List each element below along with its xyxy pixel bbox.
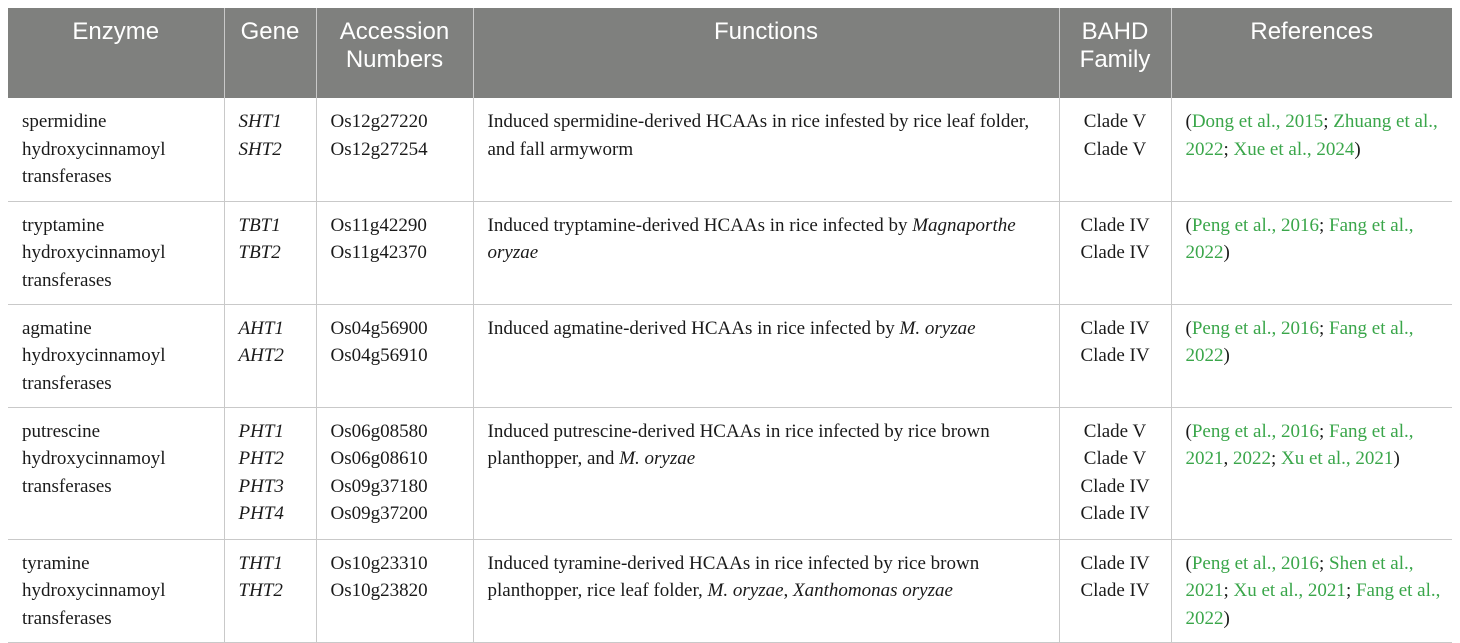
reference-link[interactable]: Shen et al., 2021 (1185, 552, 1414, 601)
accession-number: Os09g37180 (330, 475, 428, 497)
reference-link[interactable]: Peng et al., 2016 (1191, 317, 1320, 339)
header-text: Numbers (345, 46, 444, 73)
reference-punctuation: ( (1185, 214, 1192, 236)
enzyme-name-line: transferases (22, 166, 112, 187)
function-text: Induced tryptamine-derived HCAAs in rice infected by (487, 214, 913, 236)
gene-name: AHT1 (238, 317, 284, 339)
reference-punctuation: ) (1393, 448, 1400, 469)
references-cell (1171, 98, 1452, 201)
gene-name: PHT1 (238, 420, 284, 442)
table-row (8, 201, 1452, 304)
bahd-family-cell (1059, 407, 1171, 539)
accession-cell (316, 304, 473, 407)
header-enzyme (8, 8, 224, 98)
accession-cell (316, 539, 473, 642)
gene-name: TBT1 (238, 214, 281, 236)
clade-label: Clade IV (1080, 317, 1150, 339)
clade-label: Clade IV (1080, 475, 1150, 497)
reference-punctuation: ) (1223, 607, 1230, 629)
function-text: , (783, 580, 794, 601)
function-cell (473, 201, 1059, 304)
gene-cell (224, 201, 316, 304)
references-cell (1171, 201, 1452, 304)
reference-link[interactable]: 2022 (1233, 448, 1271, 469)
reference-punctuation: ; (1271, 448, 1282, 469)
gene-name: PHT2 (238, 448, 284, 469)
enzyme-name-line: tyramine (22, 552, 90, 574)
gene-cell (224, 539, 316, 642)
reference-punctuation: ( (1185, 552, 1192, 574)
reference-punctuation: ; (1345, 580, 1356, 601)
function-text: Induced spermidine-derived HCAAs in rice infested by rice leaf folder, and fall armyworm (487, 111, 1030, 160)
accession-number: Os09g37200 (330, 503, 428, 524)
reference-punctuation: ; (1319, 317, 1330, 339)
reference-punctuation: ( (1185, 111, 1192, 132)
header-text: BAHD (1081, 18, 1149, 45)
gene-name: THT2 (238, 580, 283, 601)
species-name: M. oryzae (619, 448, 696, 469)
accession-cell (316, 407, 473, 539)
enzyme-name-line: hydroxycinnamoyl (22, 242, 166, 263)
bahd-family-cell (1059, 201, 1171, 304)
gene-name: AHT2 (238, 345, 284, 366)
gene-name: PHT4 (238, 503, 284, 524)
reference-link[interactable]: Fang et al., 2022 (1185, 317, 1414, 366)
clade-label: Clade IV (1080, 503, 1150, 524)
header-text: Accession (339, 18, 450, 45)
header-row (8, 8, 1452, 98)
reference-link[interactable]: Xu et al., 2021 (1281, 448, 1394, 469)
reference-punctuation: ) (1223, 242, 1230, 263)
accession-cell (316, 201, 473, 304)
reference-link[interactable]: Dong et al., 2015 (1191, 111, 1324, 132)
enzyme-cell (8, 407, 224, 539)
reference-link[interactable]: Fang et al., 2022 (1185, 580, 1441, 629)
clade-label: Clade IV (1080, 580, 1150, 601)
reference-punctuation: ; (1319, 420, 1330, 442)
enzyme-name-line: agmatine (22, 317, 92, 339)
function-cell (473, 407, 1059, 539)
enzyme-name-line: putrescine (22, 420, 101, 442)
clade-label: Clade V (1083, 420, 1147, 442)
species-name: Magnaporthe oryzae (487, 214, 1016, 263)
enzyme-name-line: hydroxycinnamoyl (22, 345, 166, 366)
reference-link[interactable]: Peng et al., 2016 (1191, 214, 1320, 236)
enzyme-cell (8, 201, 224, 304)
bahd-family-cell (1059, 98, 1171, 201)
species-name: M. oryzae (707, 580, 784, 601)
header-functions (473, 8, 1059, 98)
header-text: Enzyme (72, 18, 160, 45)
clade-label: Clade IV (1080, 345, 1150, 366)
gene-cell (224, 304, 316, 407)
clade-label: Clade V (1083, 448, 1147, 469)
reference-punctuation: ( (1185, 317, 1192, 339)
accession-number: Os06g08580 (330, 420, 428, 442)
reference-link[interactable]: Xue et al., 2024 (1233, 138, 1355, 160)
accession-number: Os11g42290 (330, 214, 427, 236)
bahd-family-cell (1059, 304, 1171, 407)
header-text: Family (1079, 46, 1151, 73)
header-bahd-family (1059, 8, 1171, 98)
header-references (1171, 8, 1452, 98)
enzyme-cell (8, 539, 224, 642)
clade-label: Clade IV (1080, 214, 1150, 236)
clade-label: Clade V (1083, 138, 1147, 160)
reference-punctuation: ; (1223, 580, 1234, 601)
reference-link[interactable]: Zhuang et al., 2022 (1185, 111, 1438, 160)
gene-name: TBT2 (238, 242, 281, 263)
table-row (8, 304, 1452, 407)
reference-punctuation: ; (1323, 111, 1334, 132)
clade-label: Clade V (1083, 111, 1147, 132)
references-cell (1171, 407, 1452, 539)
enzyme-name-line: spermidine (22, 111, 107, 132)
accession-number: Os12g27220 (330, 111, 428, 132)
enzyme-name-line: tryptamine (22, 214, 105, 236)
reference-punctuation: ; (1223, 138, 1234, 160)
accession-number: Os11g42370 (330, 242, 427, 263)
gene-name: SHT1 (238, 111, 282, 132)
reference-link[interactable]: Peng et al., 2016 (1191, 420, 1320, 442)
header-text: Functions (713, 18, 819, 45)
clade-label: Clade IV (1080, 242, 1150, 263)
enzyme-name-line: transferases (22, 269, 112, 291)
function-text: Induced tyramine-derived HCAAs in rice infected by rice brown planthopper, rice leaf folder, (487, 552, 980, 601)
function-text: Induced putrescine-derived HCAAs in rice infected by rice brown planthopper, and (487, 420, 990, 469)
reference-punctuation: ) (1223, 345, 1230, 366)
gene-name: THT1 (238, 552, 283, 574)
header-gene (224, 8, 316, 98)
reference-link[interactable]: Fang et al., 2021 (1185, 420, 1414, 469)
enzyme-name-line: hydroxycinnamoyl (22, 580, 166, 601)
gene-cell (224, 407, 316, 539)
enzyme-name-line: transferases (22, 607, 112, 629)
accession-number: Os10g23310 (330, 552, 428, 574)
references-cell (1171, 539, 1452, 642)
table-row (8, 407, 1452, 539)
enzyme-name-line: hydroxycinnamoyl (22, 448, 166, 469)
species-name: M. oryzae (899, 317, 976, 339)
function-cell (473, 98, 1059, 201)
accession-number: Os06g08610 (330, 448, 428, 469)
enzyme-cell (8, 304, 224, 407)
enzyme-table (8, 8, 1452, 643)
accession-number: Os04g56910 (330, 345, 428, 366)
accession-cell (316, 98, 473, 201)
clade-label: Clade IV (1080, 552, 1150, 574)
enzyme-name-line: transferases (22, 475, 112, 497)
gene-name: SHT2 (238, 138, 282, 160)
accession-number: Os10g23820 (330, 580, 428, 601)
gene-name: PHT3 (238, 475, 284, 497)
species-name: Xanthomonas oryzae (793, 580, 953, 601)
header-text: References (1250, 18, 1374, 45)
function-cell (473, 539, 1059, 642)
table-row (8, 98, 1452, 201)
accession-number: Os12g27254 (330, 138, 428, 160)
reference-link[interactable]: Xu et al., 2021 (1233, 580, 1346, 601)
reference-punctuation: ) (1354, 138, 1361, 160)
reference-punctuation: ; (1319, 552, 1330, 574)
enzyme-name-line: transferases (22, 372, 112, 394)
header-accession-numbers (316, 8, 473, 98)
references-cell (1171, 304, 1452, 407)
function-text: Induced agmatine-derived HCAAs in rice infected by (487, 317, 900, 339)
header-text: Gene (240, 18, 300, 45)
accession-number: Os04g56900 (330, 317, 428, 339)
bahd-family-cell (1059, 539, 1171, 642)
function-cell (473, 304, 1059, 407)
reference-link[interactable]: Fang et al., 2022 (1185, 214, 1414, 263)
reference-punctuation: ; (1319, 214, 1330, 236)
reference-punctuation: , (1223, 448, 1233, 469)
table-row (8, 539, 1452, 642)
reference-punctuation: ( (1185, 420, 1192, 442)
reference-link[interactable]: Peng et al., 2016 (1191, 552, 1320, 574)
enzyme-name-line: hydroxycinnamoyl (22, 138, 166, 160)
enzyme-cell (8, 98, 224, 201)
gene-cell (224, 98, 316, 201)
